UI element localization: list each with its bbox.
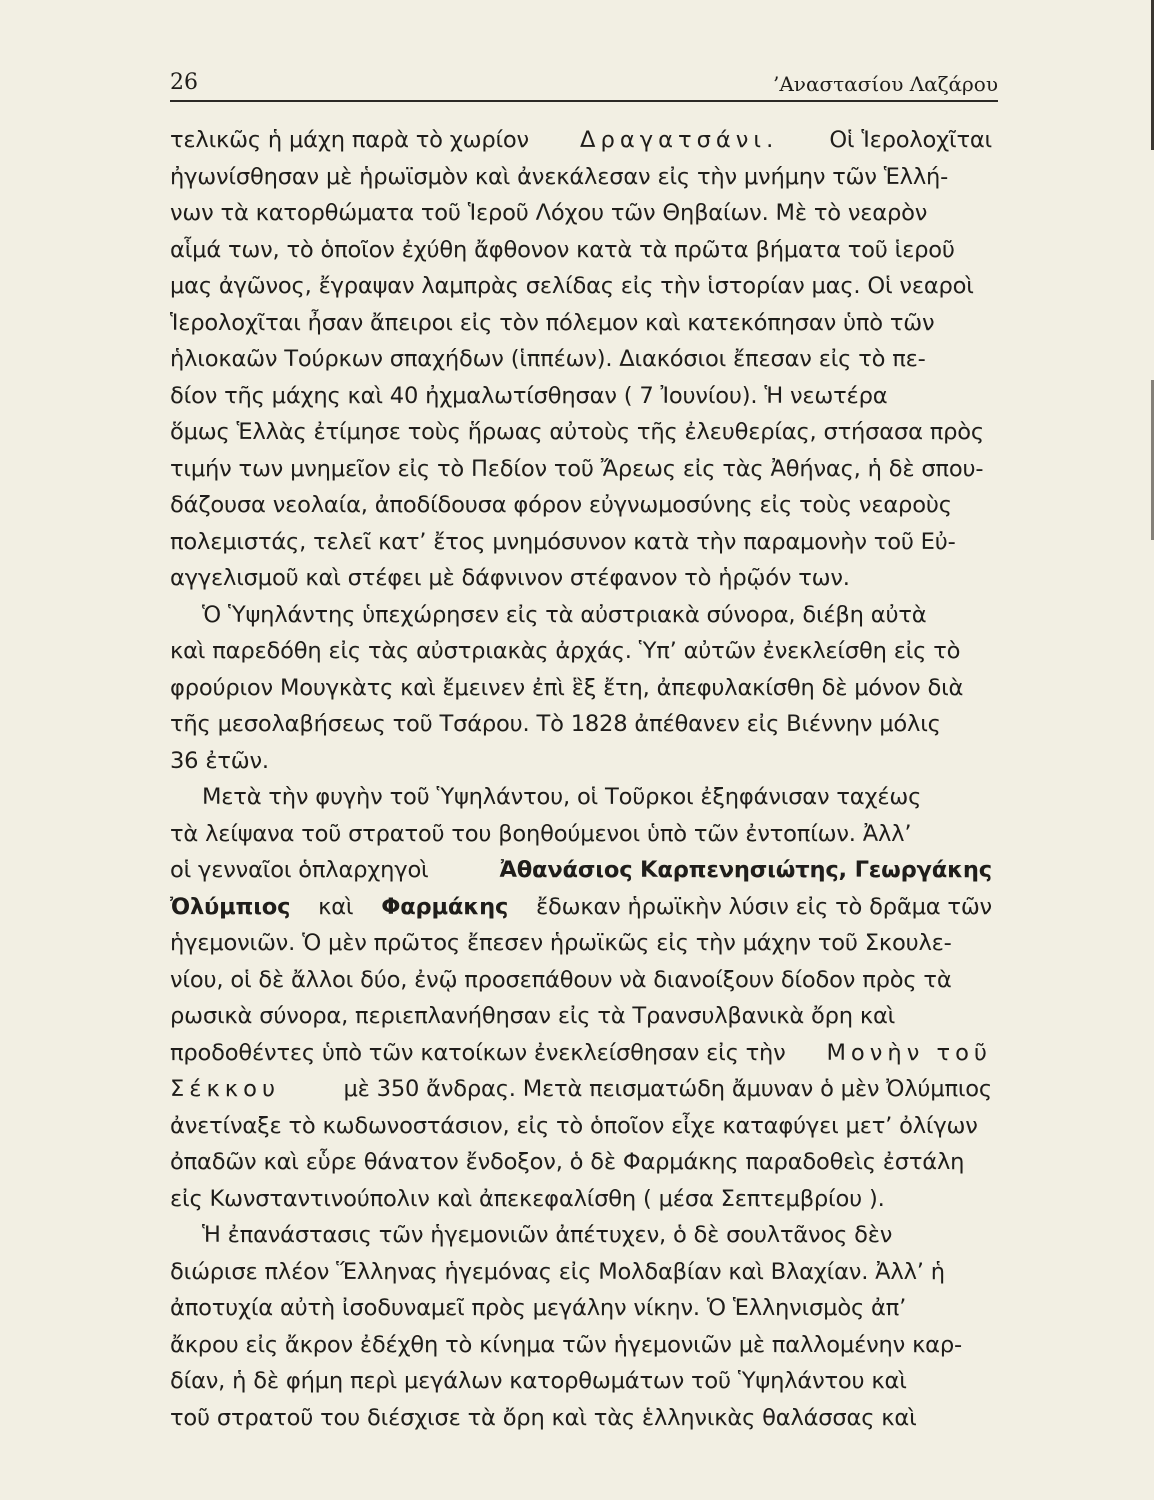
header-rule — [170, 100, 998, 102]
text-line: ὅμως Ἑλλὰς ἐτίμησε τοὺς ἥρωας αὐτοὺς τῆς ἐλευθερίας, στήσασα πρὸς — [170, 419, 984, 445]
text-line: Ἱερολοχῖται ἦσαν ἄπειροι εἰς τὸν πόλεμον καὶ κατεκόπησαν ὑπὸ τῶν — [170, 309, 935, 336]
text-line: ἀνετίναξε τὸ κωδωνοστάσιον, εἰς τὸ ὁποῖον εἶχε καταφύγει μετ’ ὀλίγων — [170, 1112, 978, 1139]
text-line: δίον τῆς μάχης καὶ 40 ἠχμαλωτίσθησαν ( 7 Ἰουνίου). Ἡ νεωτέρα — [170, 382, 888, 409]
text-line: τῆς μεσολαβήσεως τοῦ Τσάρου. Τὸ 1828 ἀπέθανεν εἰς Βιέννην μόλις — [170, 711, 941, 737]
text-line: δίαν, ἡ δὲ φήμη περὶ μεγάλων κατορθωμάτων τοῦ Ὑψηλάντου καὶ — [170, 1368, 907, 1394]
text-line: Σέκκου μὲ 350 ἄνδρας. Μετὰ πεισματώδη ἄμυναν ὁ μὲν Ὀλύμπιος — [170, 1071, 992, 1108]
text-line: νίου, οἱ δὲ ἄλλοι δύο, ἐνῷ προσεπάθουν νὰ διανοίξουν δίοδον πρὸς τὰ — [170, 966, 952, 993]
text-line: πολεμιστάς, τελεῖ κατ’ ἔτος μνημόσυνον κατὰ τὴν παραμονὴν τοῦ Εὐ- — [170, 528, 956, 555]
text-line: προδοθέντες ὑπὸ τῶν κατοίκων ἐνεκλείσθησαν εἰς τὴν Μονὴν τοῦ — [170, 1035, 992, 1072]
text-line: ἡλιοκαῶν Τούρκων σπαχήδων (ἱππέων). Διακόσιοι ἔπεσαν εἰς τὸ πε- — [170, 346, 926, 372]
text-line: ὀπαδῶν καὶ εὗρε θάνατον ἔνδοξον, ὁ δὲ Φαρμάκης παραδοθεὶς ἐστάλη — [170, 1149, 965, 1175]
text-line: ἠγωνίσθησαν μὲ ἡρωϊσμὸν καὶ ἀνεκάλεσαν εἰς τὴν μνήμην τῶν Ἑλλή- — [170, 163, 949, 190]
spaced-place-name: Σέκκου — [170, 1076, 281, 1102]
text-line: τελικῶς ἡ μάχη παρὰ τὸ χωρίον Δραγατσάνι. Οἱ Ἱερολοχῖται — [170, 122, 992, 159]
text-line: Ὀλύμπιος καὶ Φαρμάκης ἔδωκαν ἡρωϊκὴν λύσιν εἰς τὸ δρᾶμα τῶν — [170, 889, 992, 926]
text-line: τὰ λείψανα τοῦ στρατοῦ του βοηθούμενοι ὑπὸ τῶν ἐντοπίων. Ἀλλ’ — [170, 820, 912, 847]
page-number: 26 — [170, 70, 198, 95]
text-line: διώρισε πλέον Ἕλληνας ἡγεμόνας εἰς Μολδαβίαν καὶ Βλαχίαν. Ἀλλ’ ἡ — [170, 1258, 945, 1285]
text-line: μας ἀγῶνος, ἔγραψαν λαμπρὰς σελίδας εἰς τὴν ἱστορίαν μας. Οἱ νεαροὶ — [170, 273, 974, 299]
bold-names: Ἀθανάσιος Καρπενησιώτης, Γεωργάκης — [499, 857, 992, 883]
text-line: νων τὰ κατορθώματα τοῦ Ἱεροῦ Λόχου τῶν Θηβαίων. Μὲ τὸ νεαρὸν — [170, 200, 928, 226]
page-header — [170, 66, 998, 100]
text-line: ἀποτυχία αὐτὴ ἰσοδυναμεῖ πρὸς μεγάλην νίκην. Ὁ Ἑλληνισμὸς ἀπ’ — [170, 1295, 907, 1321]
body-text — [170, 122, 992, 1436]
bold-name: Φαρμάκης — [381, 893, 509, 920]
text-line: εἰς Κωνσταντινούπολιν καὶ ἀπεκεφαλίσθη ( μέσα Σεπτεμβρίου ). — [170, 1185, 885, 1212]
text-line: τοῦ στρατοῦ του διέσχισε τὰ ὄρη καὶ τὰς ἑλληνικὰς θαλάσσας καὶ — [170, 1404, 917, 1431]
text-line: ἄκρου εἰς ἄκρον ἐδέχθη τὸ κίνημα τῶν ἡγεμονιῶν μὲ παλλομένην καρ- — [170, 1331, 962, 1358]
text-line: αγγελισμοῦ καὶ στέφει μὲ δάφνινον στέφανον τὸ ἡρῷόν των. — [170, 565, 850, 591]
running-head: ’Αναστασίου Λαζάρου — [773, 72, 998, 96]
spaced-place-name: Μονὴν τοῦ — [826, 1039, 992, 1066]
text-line: ρωσικὰ σύνορα, περιεπλανήθησαν εἰς τὰ Τρανσυλβανικὰ ὄρη καὶ — [170, 1003, 896, 1029]
text-line: Μετὰ τὴν φυγὴν τοῦ Ὑψηλάντου, οἱ Τοῦρκοι ἐξηφάνισαν ταχέως — [202, 784, 922, 810]
text-line: Ἡ ἐπανάστασις τῶν ἡγεμονιῶν ἀπέτυχεν, ὁ δὲ σουλτᾶνος δὲν — [202, 1222, 893, 1248]
text-line: Ὁ Ὑψηλάντης ὑπεχώρησεν εἰς τὰ αὐστριακὰ σύνορα, διέβη αὐτὰ — [202, 601, 927, 628]
text-line: τιμήν των μνημεῖον εἰς τὸ Πεδίον τοῦ Ἄρεως εἰς τὰς Ἀθήνας, ἡ δὲ σπου- — [170, 455, 984, 482]
text-line: φρούριον Μουγκὰτς καὶ ἔμεινεν ἐπὶ ἓξ ἔτη, ἀπεφυλακίσθη δὲ μόνον διὰ — [170, 674, 964, 701]
text-line: ἡγεμονιῶν. Ὁ μὲν πρῶτος ἔπεσεν ἡρωϊκῶς εἰς τὴν μάχην τοῦ Σκουλε- — [170, 930, 952, 956]
text-line: οἱ γενναῖοι ὁπλαρχηγοὶ Ἀθανάσιος Καρπενησιώτης, Γεωργάκης — [170, 852, 992, 889]
text-line: δάζουσα νεολαία, ἀποδίδουσα φόρον εὐγνωμοσύνης εἰς τοὺς νεαροὺς — [170, 492, 952, 518]
text-line: αἷμά των, τὸ ὁποῖον ἐχύθη ἄφθονον κατὰ τὰ πρῶτα βήματα τοῦ ἱεροῦ — [170, 236, 955, 263]
spaced-place-name: Δραγατσάνι. — [580, 127, 779, 153]
text-line: καὶ παρεδόθη εἰς τὰς αὐστριακὰς ἀρχάς. Ὑπ’ αὐτῶν ἐνεκλείσθη εἰς τὸ — [170, 638, 961, 664]
bold-name: Ὀλύμπιος — [170, 893, 291, 920]
text-line: 36 ἐτῶν. — [170, 747, 269, 774]
